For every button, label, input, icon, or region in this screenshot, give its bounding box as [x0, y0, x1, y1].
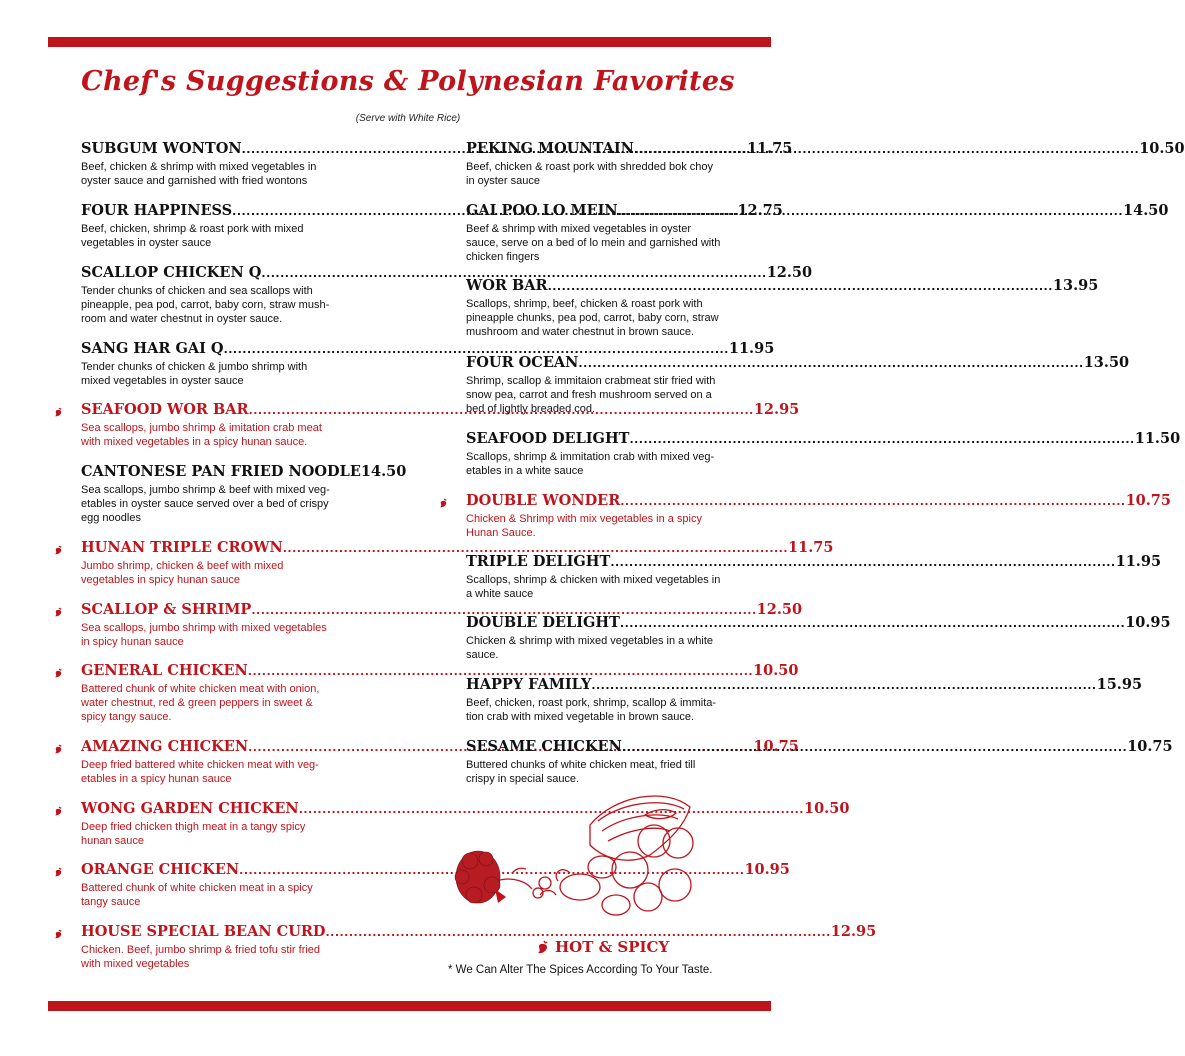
menu-item-description	[466, 450, 768, 478]
menu-item-name: GENERAL CHICKEN	[81, 662, 248, 679]
menu-item-name: SEAFOOD WOR BAR	[81, 401, 249, 418]
menu-item-heading	[466, 492, 1171, 511]
menu-item-heading	[81, 923, 877, 942]
menu-item-heading	[466, 614, 1171, 633]
menu-item-name: GAI POO LO MEIN	[466, 202, 618, 219]
menu-item-description	[466, 512, 768, 540]
menu-item-heading	[81, 800, 850, 819]
leader-dots	[622, 739, 1127, 757]
menu-item-name: PEKING MOUNTAIN	[466, 140, 634, 157]
description-line: Deep fried chicken thigh meat in a tangy spicy	[81, 821, 306, 833]
menu-item	[81, 861, 790, 909]
menu-item-name: SCALLOP & SHRIMP	[81, 601, 252, 618]
menu-item-name: SEAFOOD DELIGHT	[466, 430, 630, 447]
leader-dots	[548, 278, 1053, 296]
menu-item-name: DOUBLE WONDER	[466, 492, 621, 509]
menu-item-heading	[466, 354, 1130, 373]
menu-item-price: 10.50	[1139, 140, 1185, 157]
description-line: water chestnut, red & green peppers in sweet &	[81, 697, 313, 709]
description-line: Battered chunk of white chicken meat with onion,	[81, 683, 320, 695]
menu-item-price: 15.95	[1096, 676, 1143, 693]
chili-pepper-icon	[53, 804, 64, 816]
menu-item-description	[81, 682, 383, 724]
menu-item-description	[81, 222, 383, 250]
menu-item-name: TRIPLE DELIGHT	[466, 553, 611, 570]
menu-item-description	[466, 297, 768, 339]
leader-dots	[634, 141, 1139, 159]
description-line: a white sauce	[466, 588, 534, 600]
chili-pepper-icon	[438, 496, 449, 508]
cornucopia-icon	[440, 785, 700, 925]
menu-item-price: 10.75	[1127, 738, 1173, 755]
menu-item-price: 10.50	[753, 662, 799, 679]
menu-item-description	[81, 758, 383, 786]
menu-item-heading	[466, 553, 1162, 572]
menu-item-description	[466, 634, 768, 662]
menu-item-description	[81, 621, 383, 649]
menu-item-price: 11.75	[746, 140, 793, 157]
menu-item-name: SUBGUM WONTON	[81, 140, 242, 157]
menu-item-description	[81, 820, 383, 848]
menu-item-heading	[81, 264, 813, 283]
menu-item	[81, 800, 850, 848]
chili-pepper-icon	[53, 405, 64, 417]
menu-item-heading	[81, 861, 790, 880]
menu-item-price: 13.50	[1083, 354, 1130, 371]
menu-item-description	[81, 160, 383, 188]
chili-pepper-icon	[535, 939, 551, 955]
description-line: Beef, chicken, roast pork, shrimp, scallop & immita-	[466, 697, 717, 709]
menu-item-heading	[81, 662, 799, 681]
menu-item	[466, 277, 1099, 339]
description-line: Jumbo shrimp, chicken & beef with mixed	[81, 560, 284, 572]
description-line: Chicken & Shrimp with mix vegetables in a spicy	[466, 513, 702, 525]
menu-item	[466, 430, 1181, 478]
description-line: in spicy hunan sauce	[81, 636, 184, 648]
description-line: sauce, serve on a bed of lo mein and garnished with	[466, 237, 721, 249]
description-line: Scallops, shrimp & chicken with mixed vegetables in	[466, 574, 721, 586]
description-line: pineapple chunks, pea pod, carrot, baby corn, straw	[466, 312, 719, 324]
description-line: Scallops, shrimp & immitation crab with mixed veg-	[466, 451, 715, 463]
description-line: with mixed vegetables	[81, 958, 190, 970]
description-line: hunan sauce	[81, 835, 144, 847]
description-line: Beef, chicken & shrimp with mixed vegetables in	[81, 161, 317, 173]
chili-pepper-icon	[53, 865, 64, 877]
description-line: Hunan Sauce.	[466, 527, 536, 539]
description-line: oyster sauce and garnished with fried wontons	[81, 175, 308, 187]
menu-item	[466, 676, 1143, 724]
menu-item-description	[81, 559, 383, 587]
description-line: Tender chunks of chicken & jumbo shrimp with	[81, 361, 308, 373]
description-line: mushroom and water chestnut in brown sauce.	[466, 326, 695, 338]
hot-spicy-label: HOT & SPICY	[555, 938, 670, 956]
menu-item-heading	[81, 601, 803, 620]
menu-item-name: HUNAN TRIPLE CROWN	[81, 539, 283, 556]
menu-item	[466, 614, 1171, 662]
description-line: tangy sauce	[81, 896, 141, 908]
menu-item-name: AMAZING CHICKEN	[81, 738, 249, 755]
description-line: Chicken & shrimp with mixed vegetables in a white	[466, 635, 714, 647]
menu-item-description	[466, 374, 768, 416]
menu-item-description	[466, 758, 768, 786]
menu-item	[466, 553, 1162, 601]
menu-item-description	[466, 222, 768, 264]
menu-item-heading	[81, 463, 407, 482]
menu-item-description	[81, 943, 383, 971]
description-line: in oyster sauce	[466, 175, 540, 187]
spice-note: * We Can Alter The Spices According To Your Taste.	[448, 964, 713, 976]
menu-item-price: 10.50	[804, 800, 850, 817]
leader-dots	[610, 554, 1115, 572]
description-line: with mixed vegetables in a spicy hunan sauce.	[81, 436, 308, 448]
description-line: Sea scallops, jumbo shrimp & beef with mixed veg-	[81, 484, 330, 496]
description-line: Battered chunk of white chicken meat in a spicy	[81, 882, 313, 894]
menu-item-price: 11.95	[728, 340, 775, 357]
menu-item-price: 10.95	[744, 861, 790, 878]
menu-item-name: SANG HAR GAI Q	[81, 340, 224, 357]
menu-item-price: 12.95	[830, 923, 877, 940]
bottom-rule	[48, 1001, 771, 1011]
leader-dots	[578, 355, 1083, 373]
description-line: Tender chunks of chicken and sea scallops with	[81, 285, 313, 297]
menu-item-name: WOR BAR	[466, 277, 548, 294]
description-line: bed of lightly breaded cod.	[466, 403, 596, 415]
menu-item-price: 10.75	[753, 738, 799, 755]
description-line: vegetables in oyster sauce	[81, 237, 212, 249]
description-line: Beef, chicken & roast pork with shredded bok choy	[466, 161, 714, 173]
description-line: egg noodles	[81, 512, 141, 524]
chili-pepper-icon	[53, 927, 64, 939]
description-line: crispy in special sauce.	[466, 773, 580, 785]
description-line: Deep fried battered white chicken meat with veg-	[81, 759, 319, 771]
menu-item-heading	[466, 430, 1181, 449]
menu-item-price: 11.95	[1115, 553, 1162, 570]
description-line: Beef & shrimp with mixed vegetables in oyster	[466, 223, 691, 235]
description-line: spicy tangy sauce.	[81, 711, 172, 723]
chili-pepper-icon	[53, 666, 64, 678]
description-line: mixed vegetables in oyster sauce	[81, 375, 244, 387]
chili-pepper-icon	[53, 742, 64, 754]
menu-item-price: 14.50	[360, 463, 407, 480]
menu-item-name: SCALLOP CHICKEN Q	[81, 264, 262, 281]
leader-dots	[629, 431, 1134, 449]
menu-item-description	[81, 421, 383, 449]
menu-item-name: CANTONESE PAN FRIED NOODLE	[81, 463, 361, 480]
description-line: Sea scallops, jumbo shrimp & imitation crab meat	[81, 422, 322, 434]
menu-item-description	[466, 160, 768, 188]
top-rule	[48, 37, 771, 47]
menu-item-heading	[466, 738, 1173, 757]
menu-item-price: 10.95	[1125, 614, 1171, 631]
menu-item-name: ORANGE CHICKEN	[81, 861, 240, 878]
menu-item-name: HAPPY FAMILY	[466, 676, 592, 693]
description-line: Scallops, shrimp, beef, chicken & roast pork with	[466, 298, 703, 310]
description-line: etables in oyster sauce served over a bed of crispy	[81, 498, 329, 510]
menu-item	[466, 492, 1171, 540]
menu-item-price: 13.95	[1052, 277, 1099, 294]
menu-item-name: FOUR OCEAN	[466, 354, 579, 371]
menu-item-description	[81, 483, 383, 525]
menu-item-name: DOUBLE DELIGHT	[466, 614, 620, 631]
description-line: snow pea, carrot and fresh mushroom served on a	[466, 389, 712, 401]
menu-item-heading	[466, 676, 1143, 695]
description-line: Shrimp, scallop & immitaion crabmeat stir fried with	[466, 375, 716, 387]
leader-dots	[620, 493, 1125, 511]
description-line: Beef, chicken, shrimp & roast pork with mixed	[81, 223, 304, 235]
menu-item-name: FOUR HAPPINESS	[81, 202, 233, 219]
description-line: Sea scallops, jumbo shrimp with mixed vegetables	[81, 622, 327, 634]
description-line: etables in a white sauce	[466, 465, 584, 477]
leader-dots	[591, 677, 1096, 695]
menu-item-name: WONG GARDEN CHICKEN	[81, 800, 299, 817]
menu-item	[466, 202, 1169, 264]
menu-item-description	[466, 696, 768, 724]
description-line: vegetables in spicy hunan sauce	[81, 574, 240, 586]
menu-item-price: 14.50	[1123, 202, 1169, 219]
menu-item-name: HOUSE SPECIAL BEAN CURD	[81, 923, 326, 940]
description-line: pineapple, pea pod, carrot, baby corn, straw mush-	[81, 299, 330, 311]
leader-dots	[620, 615, 1125, 633]
page-subtitle: (Serve with White Rice)	[355, 113, 461, 124]
page-title: Chef's Suggestions & Polynesian Favorites	[81, 66, 735, 97]
menu-item-price: 11.50	[1134, 430, 1181, 447]
description-line: Buttered chunks of white chicken meat, fried till	[466, 759, 696, 771]
description-line: tion crab with mixed vegetable in brown sauce.	[466, 711, 695, 723]
chili-pepper-icon	[53, 543, 64, 555]
description-line: room and water chestnut in oyster sauce.	[81, 313, 283, 325]
menu-item	[81, 463, 407, 525]
menu-item-description	[81, 360, 383, 388]
leader-dots	[618, 203, 1123, 221]
description-line: sauce.	[466, 649, 499, 661]
menu-item-description	[466, 573, 768, 601]
menu-item-description	[81, 284, 383, 326]
menu-item-description	[81, 881, 383, 909]
menu-item-heading	[466, 202, 1169, 221]
description-line: chicken fingers	[466, 251, 540, 263]
menu-item-price: 12.50	[756, 601, 803, 618]
menu-item-heading	[81, 340, 775, 359]
description-line: Chicken. Beef, jumbo shrimp & fried tofu stir fried	[81, 944, 321, 956]
description-line: etables in a spicy hunan sauce	[81, 773, 232, 785]
menu-item-price: 10.75	[1125, 492, 1171, 509]
chili-pepper-icon	[53, 605, 64, 617]
menu-item-price: 12.95	[753, 401, 800, 418]
menu-item-price: 12.50	[766, 264, 813, 281]
hot-spicy-legend	[535, 938, 669, 956]
menu-item-heading	[466, 277, 1099, 296]
menu-item	[466, 738, 1173, 786]
menu-item-heading	[81, 539, 834, 558]
menu-item-price: 11.75	[788, 539, 834, 556]
menu-item-name: SESAME CHICKEN	[466, 738, 622, 755]
menu-item-price: 12.75	[737, 202, 783, 219]
